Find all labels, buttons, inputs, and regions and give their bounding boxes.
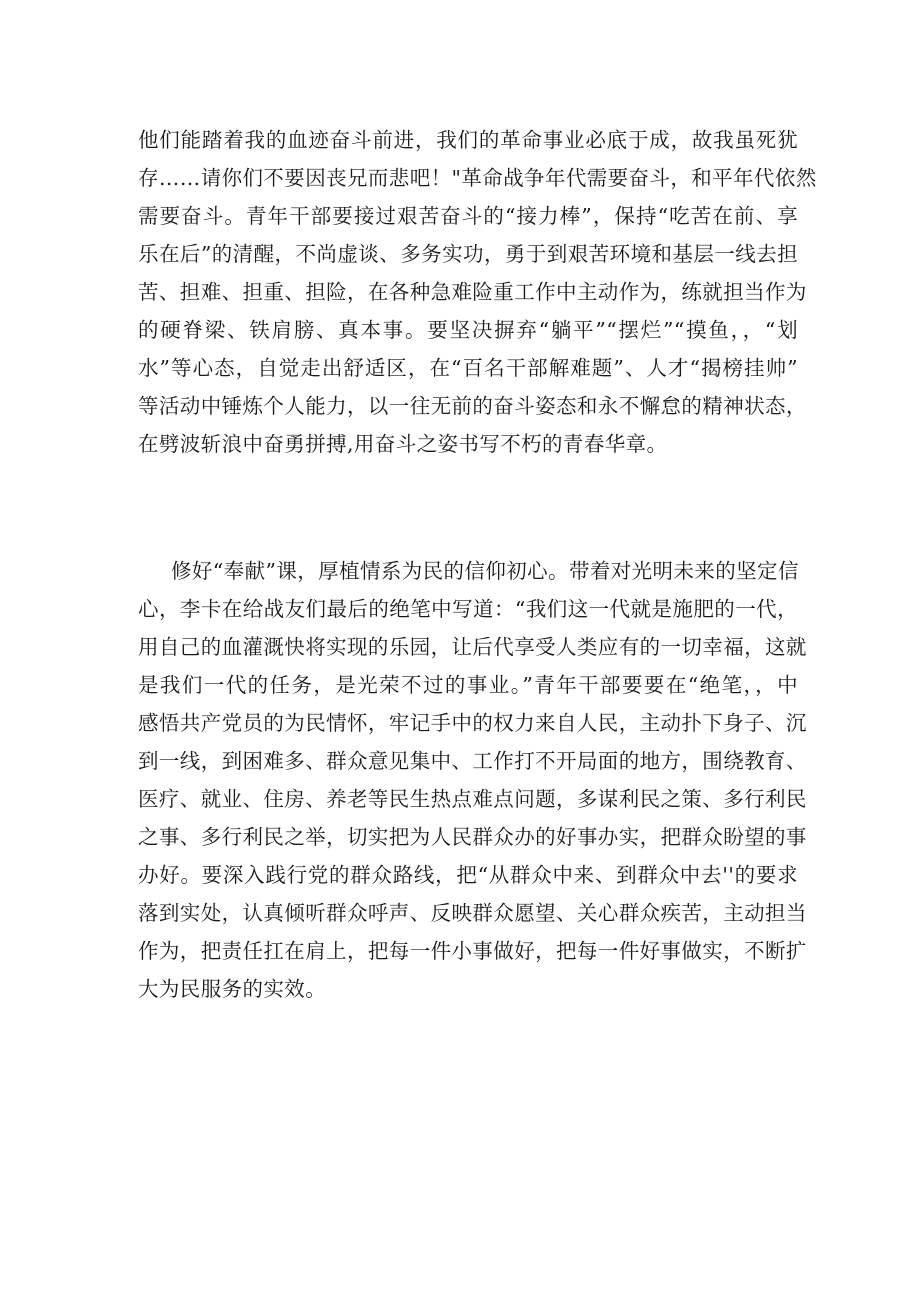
text-line: 落到实处，认真倾听群众呼声、反映群众愿望、关心群众疾苦，主动担当 — [138, 901, 807, 925]
text-line: 修好“奉献”课，厚植情系为民的信仰初心。带着对光明未来的坚定信 — [171, 559, 799, 583]
text-line: 之事、多行利民之举，切实把为人民群众办的好事办实，把群众盼望的事 — [138, 825, 807, 849]
text-line: 办好。要深入践行党的群众路线，把“从群众中来、到群众中去''的要求 — [138, 863, 798, 887]
text-line: 用自己的血灌溉快将实现的乐园，让后代享受人类应有的一切幸福，这就 — [138, 635, 807, 659]
text-line: 感悟共产党员的为民情怀，牢记手中的权力来自人民，主动扑下身子、沉 — [138, 711, 807, 735]
text-line: 苦、担难、担重、担险，在各种急难险重工作中主动作为，练就担当作为 — [138, 280, 807, 304]
text-line: 医疗、就业、住房、养老等民生热点难点问题，多谋利民之策、多行利民 — [138, 787, 807, 811]
text-line: 乐在后”的清醒，不尚虚谈、多务实功，勇于到艰苦环境和基层一线去担 — [138, 242, 798, 266]
text-line: 是我们一代的任务，是光荣不过的事业。”青年干部要要在“绝笔，，中 — [138, 673, 798, 697]
text-line: 到一线，到困难多、群众意见集中、工作打不开局面的地方，围绕教育、 — [138, 749, 807, 773]
text-line: 需要奋斗。青年干部要接过艰苦奋斗的“接力棒”，保持“吃苦在前、享 — [138, 204, 798, 228]
text-line: 水”等心态，自觉走出舒适区，在“百名干部解难题”、人才“揭榜挂帅” — [138, 356, 798, 380]
text-line: 他们能踏着我的血迹奋斗前进，我们的革命事业必底于成，故我虽死犹 — [138, 128, 798, 152]
text-line: 等活动中锤炼个人能力，以一往无前的奋斗姿态和永不懈怠的精神状态， — [138, 394, 807, 418]
paragraph-2 — [138, 552, 807, 1008]
text-line: 心，李卡在给战友们最后的绝笔中写道：“我们这一代就是施肥的一代， — [138, 597, 798, 621]
text-line: 存……请你们不要因丧兄而悲吧！"革命战争年代需要奋斗，和平年代依然 — [138, 166, 817, 190]
text-line: 的硬脊梁、铁肩膀、真本事。要坚决摒弃“躺平”“摆烂”“摸鱼，，“划 — [138, 318, 798, 342]
text-line: 大为民服务的实效。 — [138, 977, 327, 1001]
paragraph-1 — [138, 121, 817, 463]
text-line: 在劈波斩浪中奋勇拼搏,用奋斗之姿书写不朽的青春华章。 — [138, 432, 668, 456]
text-line: 作为，把责任扛在肩上，把每一件小事做好，把每一件好事做实，不断扩 — [138, 939, 807, 963]
